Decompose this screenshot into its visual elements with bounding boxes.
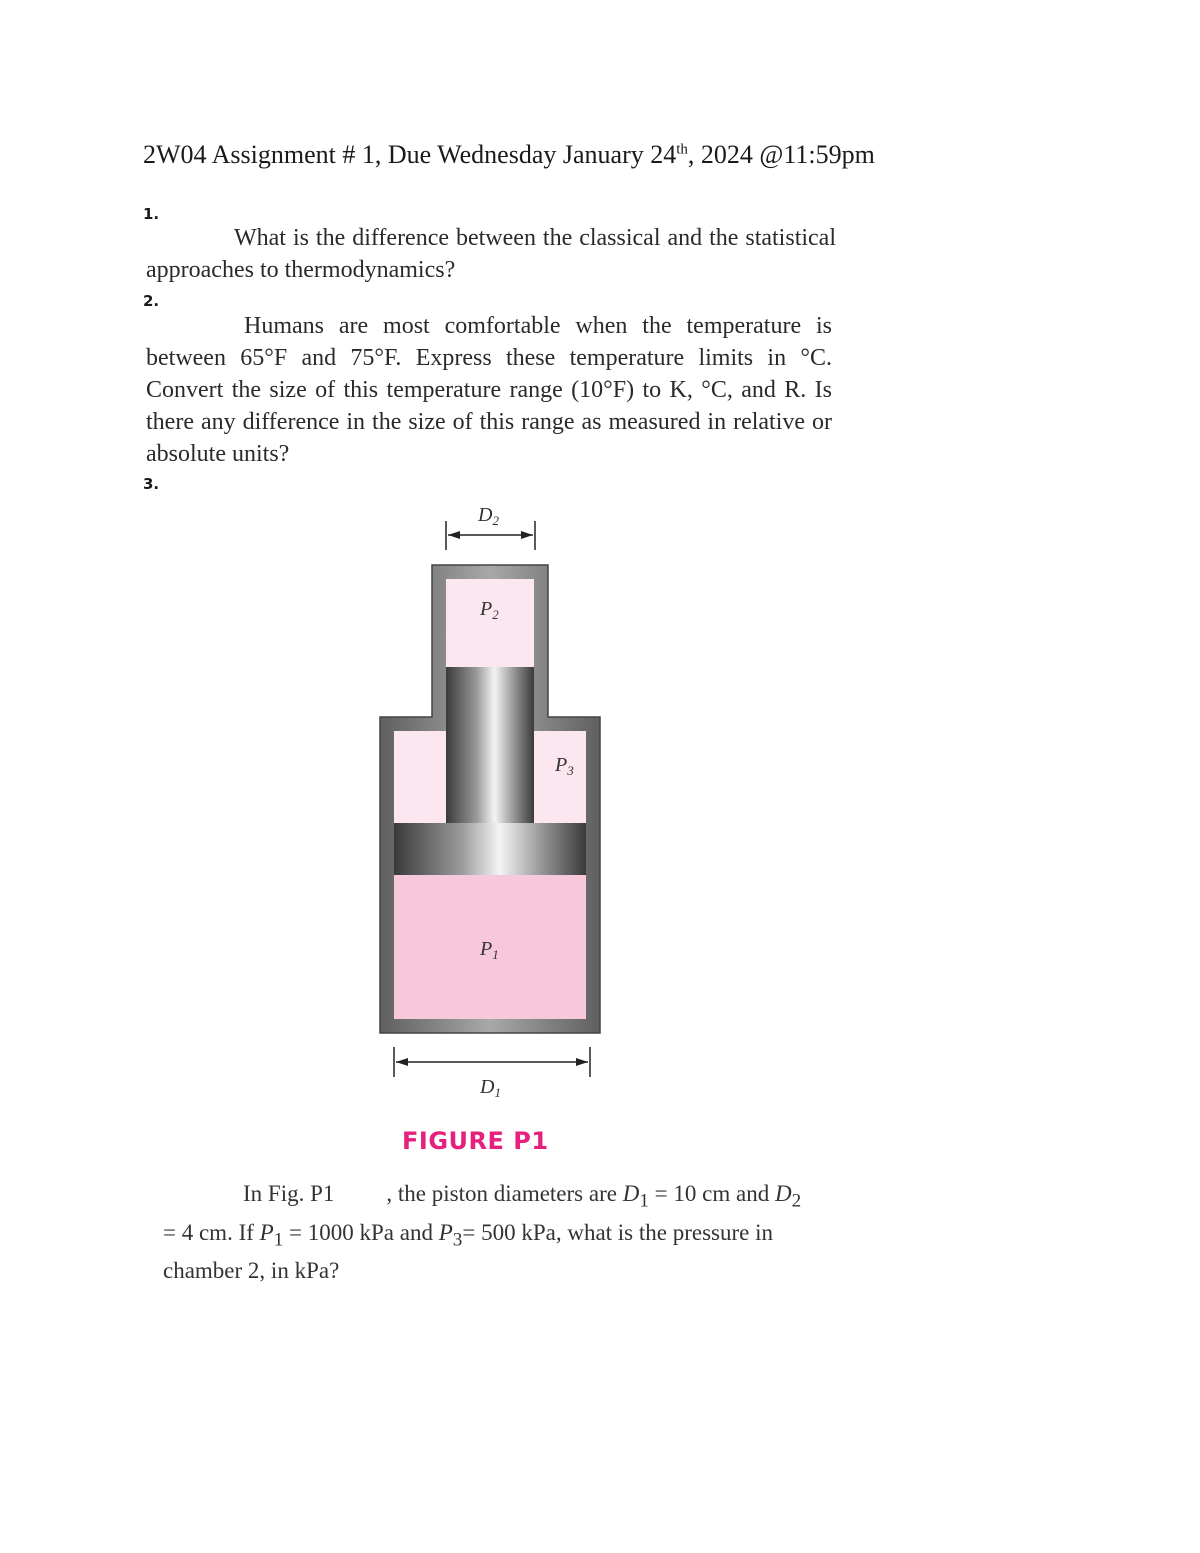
- chamber-2: [446, 579, 534, 667]
- question-3-text: In Fig. P1 , the piston diameters are $D_1 = 10$ cm and $D_2 = 4$ cm. If $P_1 = 1000$ kPa and $P_3= 500$ kPa, what is the pressure in chamber 2, in kPa?: [163, 1181, 802, 1284]
- question-3-number: 3.: [143, 475, 160, 493]
- document-title: [143, 140, 875, 170]
- figure-caption: FIGURE P1: [402, 1127, 549, 1155]
- d1-dimension: [394, 1047, 590, 1077]
- title-main: 2W04 Assignment # 1, Due Wednesday January 24: [143, 140, 677, 169]
- question-1-number: 1.: [143, 205, 160, 223]
- question-1-body: What is the difference between the classical and the statistical approaches to thermodynamics?: [146, 225, 836, 283]
- question-2-text: [146, 310, 832, 470]
- piston-rod: [446, 667, 534, 823]
- question-2-body: Humans are most comfortable when the temperature is between 65°F and 75°F. Express these temperature limits in °C. Convert the size of this temperature range (10°F) to K, °C, and R. Is there any difference in the size of this range as measured in relative or absolute units?: [146, 313, 832, 467]
- question-1-text: [146, 222, 836, 286]
- d1-label: $D_1$: [480, 1076, 501, 1100]
- piston-cylinder-figure: [370, 495, 610, 1105]
- piston-head: [394, 823, 586, 875]
- p3-label: $P_3$: [555, 754, 574, 778]
- title-tail: , 2024 @11:59pm: [687, 140, 875, 169]
- p1-label: $P_1$: [480, 938, 499, 962]
- p2-label: $P_2$: [480, 598, 499, 622]
- question-2-number: 2.: [143, 292, 160, 310]
- d2-label: $D_2$: [478, 504, 499, 528]
- title-superscript: th: [676, 141, 688, 158]
